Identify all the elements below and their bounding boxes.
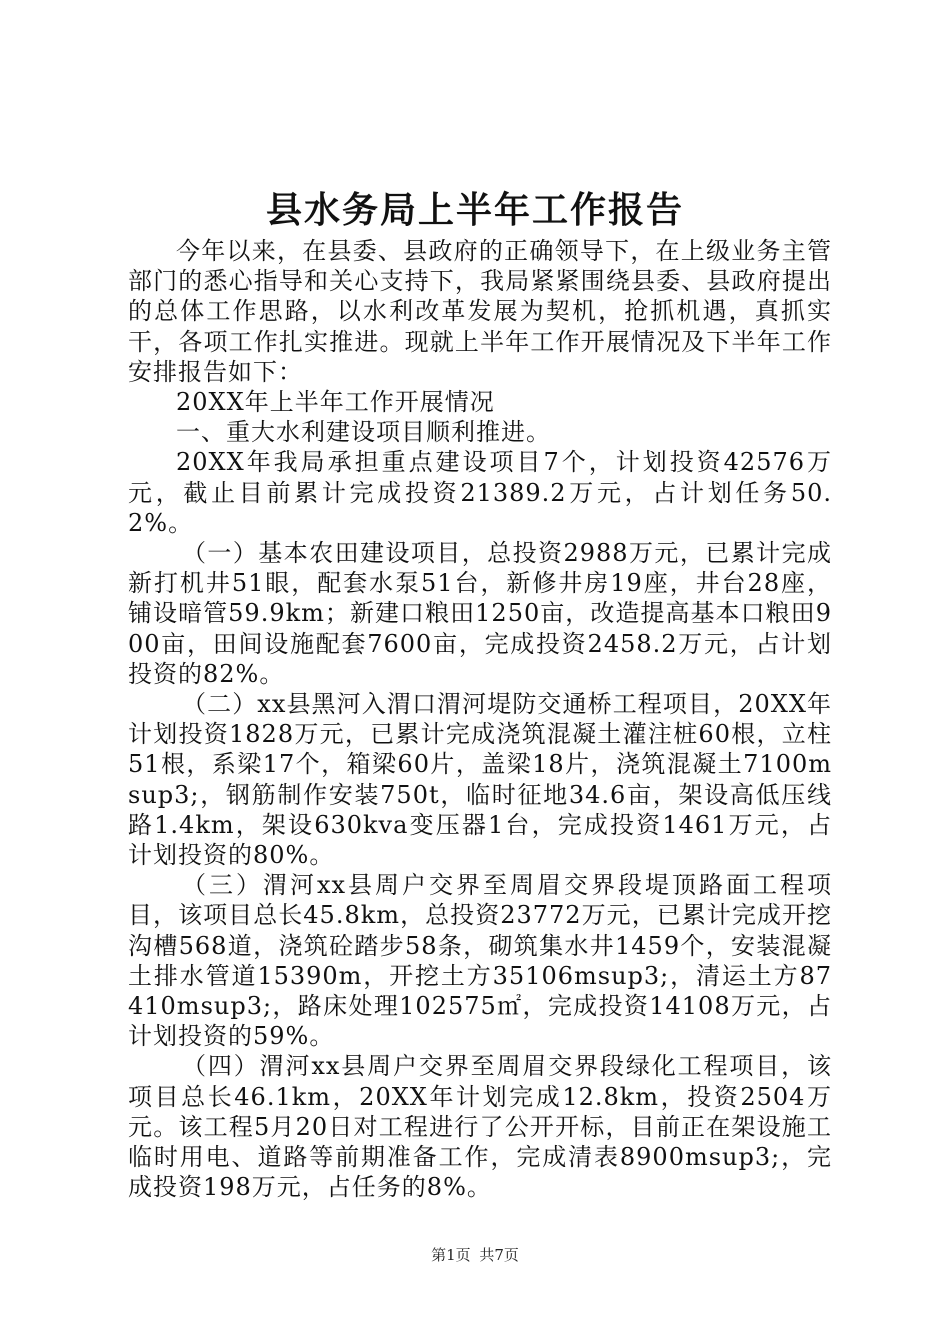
subsection-heading: 一、重大水利建设项目顺利推进。 (176, 418, 551, 447)
page-footer (0, 1244, 950, 1265)
paragraph-intro: 今年以来，在县委、县政府的正确领导下，在上级业务主管部门的悉心指导和关心支持下，我局紧紧围绕县委、县政府提出的总体工作思路，以水利改革发展为契机，抢抓机遇，真抓实干，各项工作扎实推进。现就上半年工作开展情况及下半年工作安排报告如下： (128, 237, 832, 386)
document-body (128, 236, 832, 1203)
paragraph-item-1: （一）基本农田建设项目，总投资2988万元，已累计完成新打机井51眼，配套水泵51台，新修井房19座，井台28座，铺设暗管59.9km；新建口粮田1250亩，改造提高基本口粮田900亩，田间设施配套7600亩，完成投资2458.2万元，占计划投资的82%。 (128, 539, 832, 688)
paragraph-item-3: （三）渭河xx县周户交界至周眉交界段堤顶路面工程项目，该项目总长45.8km，总投资23772万元，已累计完成开挖沟槽568道，浇筑砼踏步58条，砌筑集水井1459个，安装混凝土排水管道15390m，开挖土方35106msup3;，清运土方87410msup3;，路床处理102575㎡，完成投资14108万元，占计划投资的59%。 (128, 871, 832, 1051)
paragraph-item-2: （二）xx县黑河入渭口渭河堤防交通桥工程项目，20XX年计划投资1828万元，已累计完成浇筑混凝土灌注桩60根，立柱51根，系梁17个，箱梁60片，盖梁18片，浇筑混凝土7100msup3;，钢筋制作安装750t，临时征地34.6亩，架设高低压线路1.4km，架设630kva变压器1台，完成投资1461万元，占计划投资的80%。 (128, 690, 832, 870)
paragraph-item-4: （四）渭河xx县周户交界至周眉交界段绿化工程项目，该项目总长46.1km，20XX年计划完成12.8km，投资2504万元。该工程5月20日对工程进行了公开开标，目前正在架设施工临时用电、道路等前期准备工作，完成清表8900msup3;，完成投资198万元，占任务的8%。 (128, 1052, 832, 1202)
document-title: 县水务局上半年工作报告 (265, 189, 684, 231)
page-number: 第1页 (431, 1246, 471, 1264)
section-heading: 20XX年上半年工作开展情况 (176, 388, 495, 417)
paragraph-summary: 20XX年我局承担重点建设项目7个，计划投资42576万元，截止目前累计完成投资21389.2万元，占计划任务50.2%。 (128, 448, 832, 537)
page-total: 共7页 (479, 1246, 519, 1264)
